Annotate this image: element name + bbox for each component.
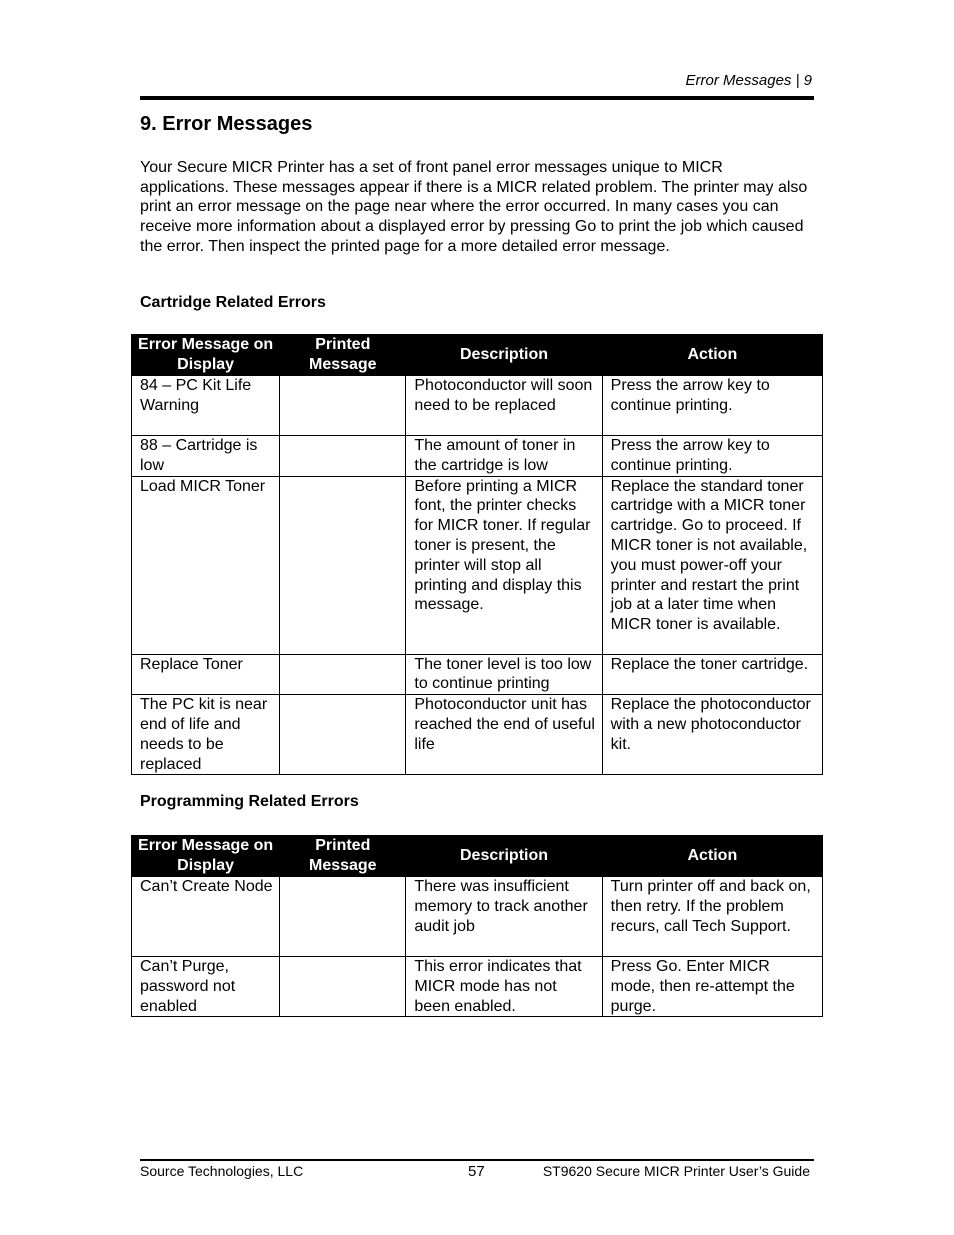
header-rule	[140, 96, 814, 100]
table-cell	[280, 436, 406, 477]
table-cell: Press the arrow key to continue printing.	[602, 376, 822, 436]
table-cell: Before printing a MICR font, the printer checks for MICR toner. If regular toner is present, the printer will stop all printing and display this message.	[406, 476, 602, 654]
table-cell: The amount of toner in the cartridge is low	[406, 436, 602, 477]
intro-paragraph: Your Secure MICR Printer has a set of front panel error messages unique to MICR applications. These messages appear if there is a MICR related problem. The printer may also print an error message on the page near where the error occurred. In many cases you can receive more information about a displayed error by pressing Go to print the job which caused the error. Then inspect the printed page for a more detailed error message.	[140, 159, 808, 255]
footer-company: Source Technologies, LLC	[140, 1163, 304, 1179]
table-cell: Can’t Create Node	[132, 877, 280, 957]
page-title: 9. Error Messages	[140, 113, 313, 135]
programming-errors-table	[131, 835, 823, 1017]
column-header: Printed Message	[280, 836, 406, 877]
table-cell: The toner level is too low to continue printing	[406, 654, 602, 695]
table-cell: Photoconductor unit has reached the end of useful life	[406, 695, 602, 775]
table-cell	[280, 654, 406, 695]
column-header: Action	[602, 836, 822, 877]
table-cell: This error indicates that MICR mode has not been enabled.	[406, 957, 602, 1017]
table-cell: Load MICR Toner	[132, 476, 280, 654]
table-header-row	[132, 335, 823, 376]
table-header-row	[132, 836, 823, 877]
table-row	[132, 476, 823, 654]
table-cell: Press Go. Enter MICR mode, then re-attempt the purge.	[602, 957, 822, 1017]
column-header: Error Message on Display	[132, 335, 280, 376]
table-cell	[280, 695, 406, 775]
table-cell: Replace the photoconductor with a new photoconductor kit.	[602, 695, 822, 775]
table-cell	[280, 877, 406, 957]
table-cell: Replace Toner	[132, 654, 280, 695]
table-row	[132, 957, 823, 1017]
table-cell: Replace the standard toner cartridge with a MICR toner cartridge. Go to proceed. If MICR toner is not available, you must power-off your printer and restart the print job at a later time when MICR toner is available.	[602, 476, 822, 654]
cartridge-errors-table	[131, 334, 823, 775]
table-cell: Turn printer off and back on, then retry. If the problem recurs, call Tech Support.	[602, 877, 822, 957]
column-header: Printed Message	[280, 335, 406, 376]
page-number: 57	[468, 1163, 485, 1180]
column-header: Action	[602, 335, 822, 376]
programming-errors-heading: Programming Related Errors	[140, 793, 359, 810]
table-cell: The PC kit is near end of life and needs to be replaced	[132, 695, 280, 775]
table-row	[132, 436, 823, 477]
column-header: Error Message on Display	[132, 836, 280, 877]
table-row	[132, 877, 823, 957]
table-row	[132, 695, 823, 775]
table-cell: There was insufficient memory to track another audit job	[406, 877, 602, 957]
column-header: Description	[406, 836, 602, 877]
table-cell: Can’t Purge, password not enabled	[132, 957, 280, 1017]
footer-guide-title: ST9620 Secure MICR Printer User’s Guide	[542, 1163, 810, 1179]
table-row	[132, 654, 823, 695]
table-row	[132, 376, 823, 436]
running-header: Error Messages | 9	[685, 72, 812, 89]
table-cell	[280, 957, 406, 1017]
table-cell: Replace the toner cartridge.	[602, 654, 822, 695]
column-header: Description	[406, 335, 602, 376]
table-cell	[280, 476, 406, 654]
table-cell: 88 – Cartridge is low	[132, 436, 280, 477]
cartridge-errors-heading: Cartridge Related Errors	[140, 294, 326, 311]
table-cell: 84 – PC Kit Life Warning	[132, 376, 280, 436]
table-cell	[280, 376, 406, 436]
footer-rule	[140, 1159, 814, 1161]
table-cell: Photoconductor will soon need to be replaced	[406, 376, 602, 436]
table-cell: Press the arrow key to continue printing.	[602, 436, 822, 477]
